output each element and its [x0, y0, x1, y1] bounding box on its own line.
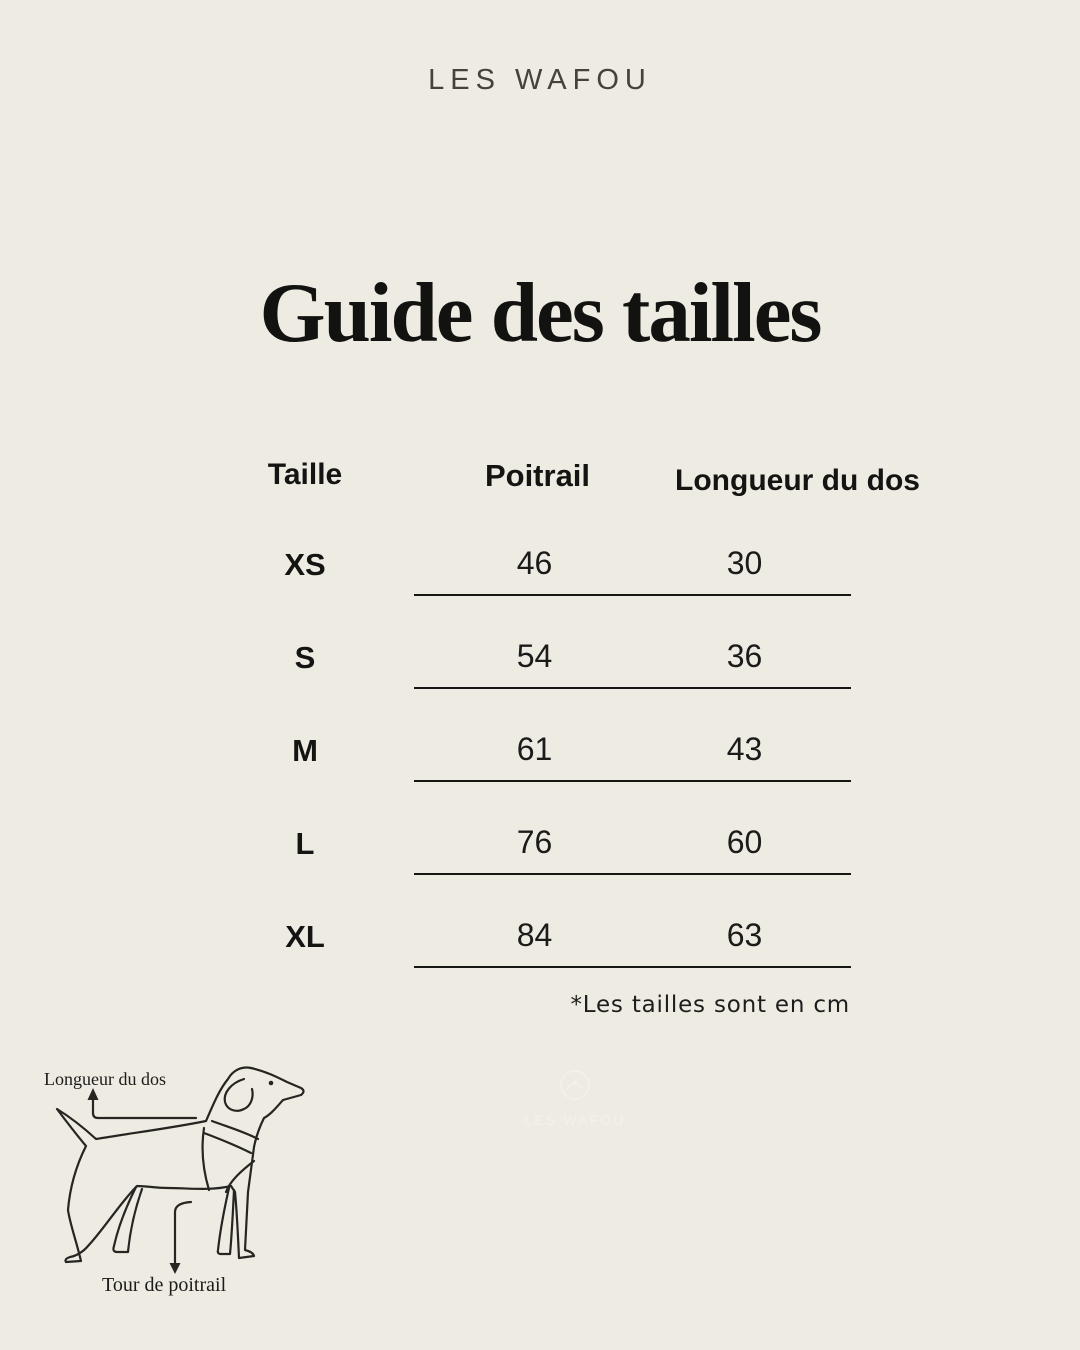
- back-length-label: Longueur du dos: [44, 1069, 166, 1089]
- size-label: M: [292, 733, 318, 768]
- longueur-du-dos-value: 60: [726, 824, 763, 860]
- dog-ear: [225, 1079, 253, 1111]
- table-row: [215, 621, 945, 714]
- dog-collar-upper-line: [212, 1121, 258, 1139]
- row-underline: [414, 687, 851, 689]
- table-row: [215, 900, 945, 993]
- row-underline: [414, 873, 851, 875]
- page-title: Guide des tailles: [259, 266, 821, 360]
- brand-logo: LES WAFOU: [428, 64, 652, 96]
- poitrail-value: 46: [516, 545, 553, 581]
- row-underline: [414, 966, 851, 968]
- poitrail-value: 84: [516, 917, 553, 953]
- poitrail-value: 54: [516, 638, 553, 674]
- column-header-poitrail: Poitrail: [484, 458, 591, 493]
- dog-far-front-leg: [218, 1188, 234, 1254]
- row-underline: [414, 780, 851, 782]
- poitrail-value: 61: [516, 731, 553, 767]
- chest-girth-arrow-line: [175, 1202, 191, 1264]
- dog-vest-seam-line: [203, 1128, 209, 1190]
- chest-girth-arrowhead: [170, 1263, 181, 1274]
- chest-girth-label: Tour de poitrail: [102, 1274, 227, 1296]
- watermark-text: LES WAFOU: [524, 1113, 626, 1128]
- table-row: [215, 528, 945, 621]
- table-header-row: [215, 440, 945, 528]
- size-label: S: [294, 640, 316, 675]
- column-header-longueur-du-dos: Longueur du dos: [675, 464, 920, 497]
- poitrail-value: 76: [516, 824, 553, 860]
- size-label: XL: [285, 919, 325, 954]
- longueur-du-dos-value: 63: [726, 917, 763, 953]
- dog-eye: [269, 1081, 274, 1086]
- back-length-arrow-line: [93, 1098, 196, 1118]
- longueur-du-dos-value: 30: [726, 545, 763, 581]
- dog-measurement-diagram: [20, 1040, 350, 1320]
- longueur-du-dos-value: 36: [726, 638, 763, 674]
- dog-collar-lower-line: [204, 1133, 251, 1153]
- table-row: [215, 714, 945, 807]
- watermark: [505, 1066, 645, 1128]
- units-note: *Les tailles sont en cm: [570, 992, 850, 1018]
- watermark-crest-icon: [556, 1066, 594, 1106]
- longueur-du-dos-value: 43: [726, 731, 763, 767]
- row-underline: [414, 594, 851, 596]
- table-row: [215, 807, 945, 900]
- column-header-taille: Taille: [267, 458, 343, 491]
- size-label: XS: [284, 547, 326, 582]
- size-table: [215, 440, 945, 993]
- size-label: L: [295, 826, 315, 861]
